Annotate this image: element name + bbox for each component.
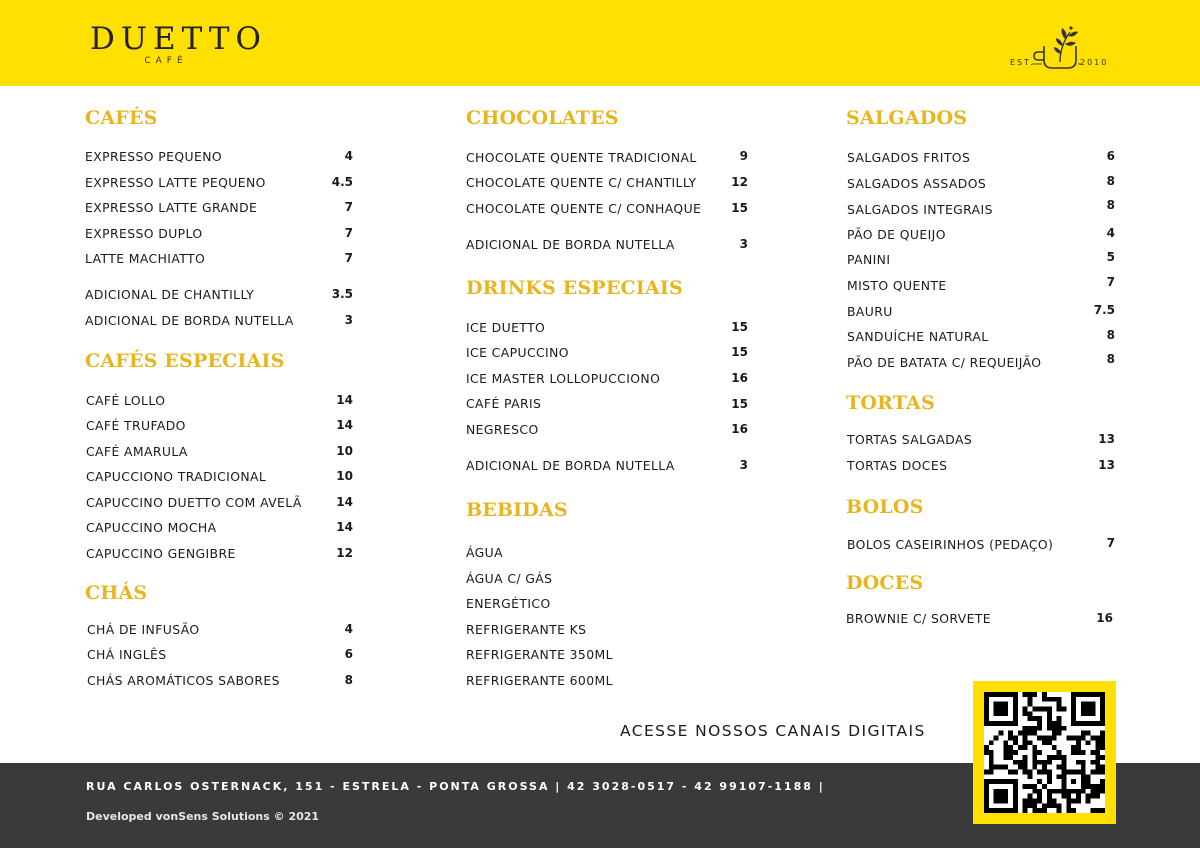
est-year: 2010 bbox=[1080, 58, 1109, 67]
menu-item-price: 3 bbox=[739, 237, 748, 251]
menu-item: CAFÉ LOLLO bbox=[86, 393, 166, 408]
menu-item: ADICIONAL DE BORDA NUTELLA bbox=[466, 458, 675, 473]
menu-item-price: 3 bbox=[739, 458, 748, 472]
menu-item: EXPRESSO LATTE GRANDE bbox=[85, 200, 258, 215]
menu-item-price: 15 bbox=[731, 345, 748, 359]
menu-item: CAPUCCINO GENGIBRE bbox=[86, 546, 236, 561]
section-title-chocolates: CHOCOLATES bbox=[466, 107, 619, 129]
menu-item: BAURU bbox=[847, 304, 893, 319]
menu-item-price: 7.5 bbox=[1093, 303, 1115, 317]
menu-item-price: 7 bbox=[344, 226, 353, 240]
section-title-doces: DOCES bbox=[846, 572, 924, 594]
qr-code-image bbox=[984, 692, 1105, 813]
established-badge bbox=[1006, 16, 1116, 74]
menu-item: ÁGUA bbox=[466, 545, 504, 560]
developer-credit: Developed vonSens Solutions © 2021 bbox=[86, 810, 320, 823]
qr-code[interactable] bbox=[984, 692, 1105, 813]
menu-item: ÁGUA C/ GÁS bbox=[466, 571, 553, 586]
menu-item: CHOCOLATE QUENTE C/ CHANTILLY bbox=[466, 175, 697, 190]
qr-code-frame[interactable] bbox=[973, 681, 1116, 824]
menu-item-price: 14 bbox=[336, 418, 353, 432]
menu-item-price: 14 bbox=[336, 520, 353, 534]
menu-item: ICE CAPUCCINO bbox=[466, 345, 569, 360]
menu-item-price: 12 bbox=[731, 175, 748, 189]
menu-item-price: 10 bbox=[336, 444, 353, 458]
menu-item-price: 6 bbox=[344, 647, 353, 661]
menu-item: PÃO DE QUEIJO bbox=[847, 227, 946, 242]
address-line: RUA CARLOS OSTERNACK, 151 - ESTRELA - PONTA GROSSA | 42 3028-0517 - 42 99107-1188 | bbox=[86, 780, 825, 793]
menu-item: PÃO DE BATATA C/ REQUEIJÃO bbox=[847, 355, 1042, 370]
menu-item-price: 13 bbox=[1098, 432, 1115, 446]
menu-item: ADICIONAL DE BORDA NUTELLA bbox=[466, 237, 675, 252]
menu-item-price: 3 bbox=[344, 313, 353, 327]
section-title-cafes-especiais: CAFÉS ESPECIAIS bbox=[85, 350, 285, 372]
menu-item-price: 8 bbox=[1106, 352, 1115, 366]
menu-item: ADICIONAL DE BORDA NUTELLA bbox=[85, 313, 294, 328]
menu-item: CAFÉ TRUFADO bbox=[86, 418, 186, 433]
menu-item: LATTE MACHIATTO bbox=[85, 251, 206, 266]
menu-item: CAFÉ AMARULA bbox=[86, 444, 188, 459]
menu-item-price: 8 bbox=[344, 673, 353, 687]
menu-item-price: 8 bbox=[1106, 328, 1115, 342]
menu-item: REFRIGERANTE KS bbox=[466, 622, 587, 637]
menu-item: SALGADOS FRITOS bbox=[847, 150, 971, 165]
menu-item: CHÁ INGLÊS bbox=[87, 647, 167, 662]
est-label: EST. bbox=[1010, 58, 1035, 67]
menu-item-price: 16 bbox=[731, 422, 748, 436]
menu-item-price: 13 bbox=[1098, 458, 1115, 472]
menu-item: SANDUÍCHE NATURAL bbox=[847, 329, 989, 344]
menu-item: CAPUCCIONO TRADICIONAL bbox=[86, 469, 267, 484]
menu-item: BROWNIE C/ SORVETE bbox=[846, 611, 992, 626]
brand-name: DUETTO bbox=[90, 21, 267, 57]
menu-item: CHOCOLATE QUENTE TRADICIONAL bbox=[466, 150, 697, 165]
section-title-tortas: TORTAS bbox=[846, 392, 935, 414]
menu-item: REFRIGERANTE 600ML bbox=[466, 673, 613, 688]
menu-item-price: 7 bbox=[1106, 275, 1115, 289]
section-title-bebidas: BEBIDAS bbox=[466, 499, 568, 521]
section-title-salgados: SALGADOS bbox=[846, 107, 968, 129]
menu-item: MISTO QUENTE bbox=[847, 278, 947, 293]
menu-item-price: 15 bbox=[731, 201, 748, 215]
menu-item-price: 10 bbox=[336, 469, 353, 483]
menu-item-price: 4 bbox=[1106, 226, 1115, 240]
menu-item-price: 8 bbox=[1106, 198, 1115, 212]
menu-item-price: 5 bbox=[1106, 250, 1115, 264]
menu-item-price: 7 bbox=[344, 200, 353, 214]
section-title-chas: CHÁS bbox=[85, 582, 148, 604]
menu-item: CHÁS AROMÁTICOS SABORES bbox=[87, 673, 280, 688]
menu-item-price: 12 bbox=[336, 546, 353, 560]
menu-item: ICE DUETTO bbox=[466, 320, 546, 335]
menu-item-price: 15 bbox=[731, 397, 748, 411]
menu-item: ADICIONAL DE CHANTILLY bbox=[85, 287, 255, 302]
digital-channels-label: ACESSE NOSSOS CANAIS DIGITAIS bbox=[620, 722, 926, 740]
menu-item: PANINI bbox=[847, 252, 891, 267]
menu-item-price: 4 bbox=[344, 149, 353, 163]
menu-item: ENERGÉTICO bbox=[466, 596, 551, 611]
menu-item: CHÁ DE INFUSÃO bbox=[87, 622, 200, 637]
menu-item: TORTAS DOCES bbox=[847, 458, 948, 473]
brand-sub: CAFÉ bbox=[144, 56, 188, 66]
menu-item-price: 7 bbox=[344, 251, 353, 265]
menu-item: SALGADOS INTEGRAIS bbox=[847, 202, 993, 217]
menu-item: NEGRESCO bbox=[466, 422, 539, 437]
menu-item-price: 8 bbox=[1106, 174, 1115, 188]
header-bar bbox=[0, 0, 1200, 86]
menu-item-price: 4 bbox=[344, 622, 353, 636]
menu-item: TORTAS SALGADAS bbox=[847, 432, 973, 447]
menu-item: CAFÉ PARIS bbox=[466, 396, 542, 411]
section-title-bolos: BOLOS bbox=[846, 496, 924, 518]
menu-item-price: 9 bbox=[739, 149, 748, 163]
menu-item: CAPUCCINO DUETTO COM AVELÃ bbox=[86, 495, 302, 510]
menu-item: ICE MASTER LOLLOPUCCIONO bbox=[466, 371, 661, 386]
menu-item-price: 3.5 bbox=[331, 287, 353, 301]
menu-item-price: 15 bbox=[731, 320, 748, 334]
menu-item: EXPRESSO DUPLO bbox=[85, 226, 203, 241]
brand-logo bbox=[90, 21, 267, 66]
menu-item: REFRIGERANTE 350ML bbox=[466, 647, 613, 662]
menu-item: BOLOS CASEIRINHOS (PEDAÇO) bbox=[847, 537, 1054, 552]
section-title-cafes: CAFÉS bbox=[85, 107, 158, 129]
menu-item-price: 7 bbox=[1106, 536, 1115, 550]
menu-item-price: 6 bbox=[1106, 149, 1115, 163]
menu-item: CAPUCCINO MOCHA bbox=[86, 520, 217, 535]
menu-item-price: 14 bbox=[336, 495, 353, 509]
menu-item-price: 14 bbox=[336, 393, 353, 407]
menu-item-price: 16 bbox=[731, 371, 748, 385]
menu-item: CHOCOLATE QUENTE C/ CONHAQUE bbox=[466, 201, 702, 216]
menu-item: SALGADOS ASSADOS bbox=[847, 176, 987, 191]
section-title-drinks-especiais: DRINKS ESPECIAIS bbox=[466, 277, 683, 299]
menu-item-price: 16 bbox=[1096, 611, 1113, 625]
menu-item: EXPRESSO PEQUENO bbox=[85, 149, 223, 164]
menu-item-price: 4.5 bbox=[331, 175, 353, 189]
menu-item: EXPRESSO LATTE PEQUENO bbox=[85, 175, 266, 190]
